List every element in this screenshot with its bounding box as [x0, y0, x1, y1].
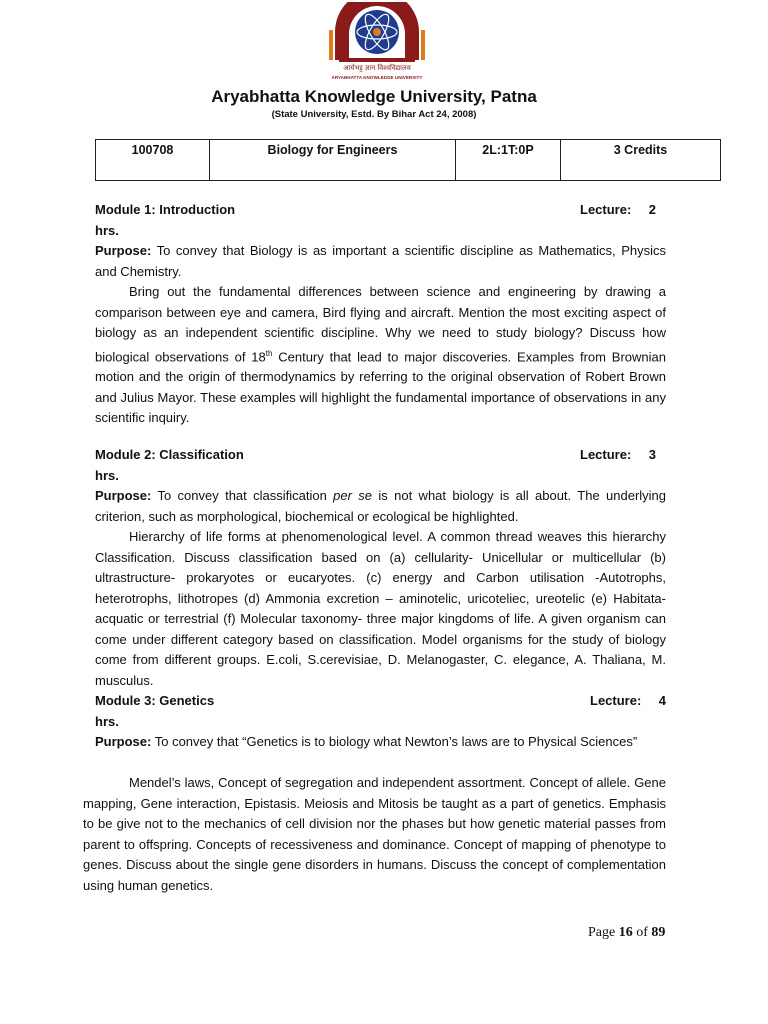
module-2: [95, 445, 666, 691]
purpose-text: To convey that Biology is as important a scientific discipline as Mathematics, Physics and Chemistry.: [95, 243, 666, 279]
purpose-text: is not what biology is all about. The underlying criterion, such as morphological, biochemical or ecological be highlighted.: [95, 488, 667, 524]
module-3: [95, 691, 666, 753]
module-purpose: [95, 486, 666, 527]
purpose-text: To convey that classification: [151, 488, 334, 503]
course-ltp: 2L:1T:0P: [456, 140, 561, 181]
logo-latin-text: ARYABHATTA KNOWLEDGE UNIVERSITY: [331, 75, 423, 80]
module-purpose: [95, 241, 666, 282]
module-hrs: hrs.: [95, 222, 119, 238]
course-code: 100708: [96, 140, 210, 181]
course-name: Biology for Engineers: [210, 140, 456, 181]
lecture-label: Lecture:: [580, 447, 632, 462]
module-body: Hierarchy of life forms at phenomenological level. A common thread weaves this hierarchy Classification. Discuss classification based on (a) cellularity- Unicellular or multicellular (b) ultrastructure- prokaryotes or eucaryotes. (c) energy and Carbon utilisation -Autotrophs, heterotrophs, lithotropes (d) Ammonia excretion – aminotelic, uricoteliec, ureotelic (e) Habitata- acquatic or terrestrial (f) Molecular taxonomy- three major kingdoms of life. A given organism can come under different category based on classification. Model organisms for the study of biology come from different groups. E.coli, S.cerevisiae, D. Melanogaster, C. elegance, A. Thaliana, M. musculus.: [95, 529, 666, 688]
module-heading: Module 1: Introduction: [95, 202, 236, 217]
module-body: Mendel’s laws, Concept of segregation and independent assortment. Concept of allele. Gene mapping, Gene interaction, Epistasis. Meiosis and Mitosis be taught as a part of genetics. Emphasis to be give not to the mechanics of cell division nor the phases but how genetic material passes from parent to offspring. Concepts of recessiveness and dominance. Concept of mapping of phenotype to genes. Discuss about the single gene disorders in humans. Discuss the concept of complementation using human genetics.: [83, 775, 666, 893]
lecture-count: 2: [648, 202, 656, 217]
module-heading: Module 2: Classification: [95, 447, 244, 462]
lecture-count: 4: [658, 693, 666, 708]
university-subtitle: (State University, Estd. By Bihar Act 24, 2008): [271, 109, 477, 120]
module-3-body-block: [83, 773, 666, 896]
university-title: Aryabhatta Knowledge University, Patna: [211, 87, 537, 106]
lecture-label: Lecture:: [590, 693, 642, 708]
purpose-label: Purpose:: [95, 488, 152, 503]
body-text: Bring out the fundamental differences between science and engineering by drawing a comparison between eye and camera, Bird flying and aircraft. Mention the most exciting aspect of biology as an independent scientific discipline. Why we need to study biology? Discuss how biological observations of 18: [95, 284, 666, 364]
lecture-label: Lecture:: [580, 202, 632, 217]
purpose-label: Purpose:: [95, 243, 152, 258]
module-purpose: [95, 732, 666, 753]
course-credits: 3 Credits: [561, 140, 721, 181]
module-hrs: hrs.: [95, 467, 119, 483]
page-number: [588, 925, 665, 941]
university-logo: [329, 2, 425, 82]
body-superscript: th: [265, 348, 273, 358]
page-current: 16: [618, 925, 633, 940]
module-body: [95, 282, 666, 429]
page-label: Page: [588, 925, 616, 940]
course-info-table: [95, 139, 721, 181]
table-row: [96, 140, 721, 181]
purpose-text: To convey that “Genetics is to biology what Newton’s laws are to Physical Sciences”: [151, 734, 638, 749]
lecture-count: 3: [648, 447, 656, 462]
module-1: [95, 200, 666, 429]
body-text: Century that lead to major discoveries. Examples from Brownian motion and the origin of thermodynamics by referring to the original observation of Robert Brown and Julius Mayor. These examples will highlight the fundamental importance of observations in any scientific inquiry.: [95, 348, 666, 426]
logo-devanagari-text: आर्यभट्ट ज्ञान विश्वविद्यालय: [343, 64, 411, 72]
purpose-emphasis: per se: [333, 488, 373, 503]
module-hrs: hrs.: [95, 713, 119, 729]
module-heading: Module 3: Genetics: [95, 693, 215, 708]
page-of-label: of: [636, 925, 648, 940]
purpose-label: Purpose:: [95, 734, 152, 749]
university-emblem-icon: [329, 2, 425, 82]
page-total: 89: [651, 925, 666, 940]
